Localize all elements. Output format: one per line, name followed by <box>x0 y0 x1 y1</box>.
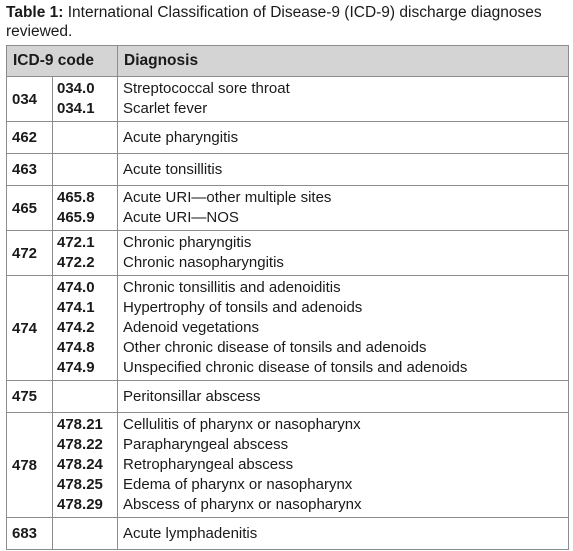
icd9-subcode: 478.25 <box>57 476 103 493</box>
diagnosis-text: Cellulitis of pharynx or nasopharynx <box>123 416 361 433</box>
diagnosis-text: Acute URI—other multiple sites <box>123 189 332 206</box>
diagnosis-cell <box>118 122 569 154</box>
table-row <box>7 154 569 186</box>
icd9-subcode: 478.29 <box>57 496 103 513</box>
icd9-code-cell: 475 <box>7 381 53 413</box>
table-row <box>7 276 569 381</box>
icd9-subcode-cell <box>53 231 118 276</box>
table-body <box>7 77 569 550</box>
icd9-subcode: 478.21 <box>57 416 103 433</box>
diagnosis-text: Retropharyngeal abscess <box>123 456 294 473</box>
diagnosis-text: Abscess of pharynx or nasopharynx <box>123 496 362 513</box>
caption-label: Table 1: <box>6 4 64 21</box>
icd9-subcode: 034.0 <box>57 80 95 97</box>
table-row <box>7 231 569 276</box>
table-row <box>7 518 569 550</box>
icd9-subcode-cell <box>53 154 118 186</box>
diagnosis-cell <box>118 154 569 186</box>
diagnosis-cell <box>118 77 569 122</box>
icd9-subcode-cell <box>53 186 118 231</box>
icd9-subcode: 472.2 <box>57 254 95 271</box>
diagnosis-cell <box>118 276 569 381</box>
diagnosis-cell <box>118 518 569 550</box>
table-caption <box>6 3 568 41</box>
table-row <box>7 381 569 413</box>
icd9-table <box>6 45 569 550</box>
diagnosis-text: Hypertrophy of tonsils and adenoids <box>123 299 363 316</box>
icd9-subcode-cell <box>53 122 118 154</box>
icd9-subcode: 478.22 <box>57 436 103 453</box>
icd9-subcode: 472.1 <box>57 234 95 251</box>
icd9-code-cell: 478 <box>7 413 53 518</box>
table-row <box>7 77 569 122</box>
diagnosis-cell <box>118 231 569 276</box>
diagnosis-text: Unspecified chronic disease of tonsils and adenoids <box>123 359 468 376</box>
diagnosis-text: Chronic pharyngitis <box>123 234 252 251</box>
icd9-code-cell: 474 <box>7 276 53 381</box>
icd9-subcode-cell <box>53 381 118 413</box>
diagnosis-text: Streptococcal sore throat <box>123 80 290 97</box>
icd9-code-cell: 034 <box>7 77 53 122</box>
diagnosis-text: Acute lymphadenitis <box>123 524 258 542</box>
diagnosis-text: Chronic tonsillitis and adenoiditis <box>123 279 341 296</box>
table-row <box>7 186 569 231</box>
diagnosis-text: Adenoid vegetations <box>123 319 259 336</box>
diagnosis-text: Other chronic disease of tonsils and adenoids <box>123 339 427 356</box>
diagnosis-cell <box>118 381 569 413</box>
icd9-subcode-cell <box>53 413 118 518</box>
diagnosis-text: Acute tonsillitis <box>123 160 223 178</box>
icd9-code-cell: 465 <box>7 186 53 231</box>
table-row <box>7 122 569 154</box>
diagnosis-text: Chronic nasopharyngitis <box>123 254 284 271</box>
diagnosis-text: Acute pharyngitis <box>123 128 239 146</box>
diagnosis-cell <box>118 186 569 231</box>
icd9-subcode-cell <box>53 276 118 381</box>
header-diagnosis: Diagnosis <box>118 46 569 77</box>
icd9-subcode: 465.8 <box>57 189 95 206</box>
icd9-subcode: 474.9 <box>57 359 95 376</box>
header-icd9-code: ICD-9 code <box>7 46 118 77</box>
diagnosis-text: Acute URI—NOS <box>123 209 239 226</box>
icd9-subcode: 474.2 <box>57 319 95 336</box>
icd9-subcode: 474.8 <box>57 339 95 356</box>
icd9-subcode: 474.1 <box>57 299 95 316</box>
diagnosis-text: Scarlet fever <box>123 100 208 117</box>
icd9-subcode: 465.9 <box>57 209 95 226</box>
icd9-subcode-cell <box>53 77 118 122</box>
diagnosis-cell <box>118 413 569 518</box>
caption-text: International Classification of Disease-9 (ICD-9) discharge diagnoses reviewed. <box>6 4 542 40</box>
icd9-code-cell: 463 <box>7 154 53 186</box>
diagnosis-text: Parapharyngeal abscess <box>123 436 289 453</box>
icd9-code-cell: 472 <box>7 231 53 276</box>
diagnosis-text: Edema of pharynx or nasopharynx <box>123 476 353 493</box>
diagnosis-text: Peritonsillar abscess <box>123 387 261 405</box>
table-header-row <box>7 46 569 77</box>
icd9-subcode: 474.0 <box>57 279 95 296</box>
icd9-subcode: 478.24 <box>57 456 103 473</box>
icd9-code-cell: 462 <box>7 122 53 154</box>
icd9-code-cell: 683 <box>7 518 53 550</box>
icd9-subcode-cell <box>53 518 118 550</box>
table-row <box>7 413 569 518</box>
icd9-subcode: 034.1 <box>57 100 95 117</box>
